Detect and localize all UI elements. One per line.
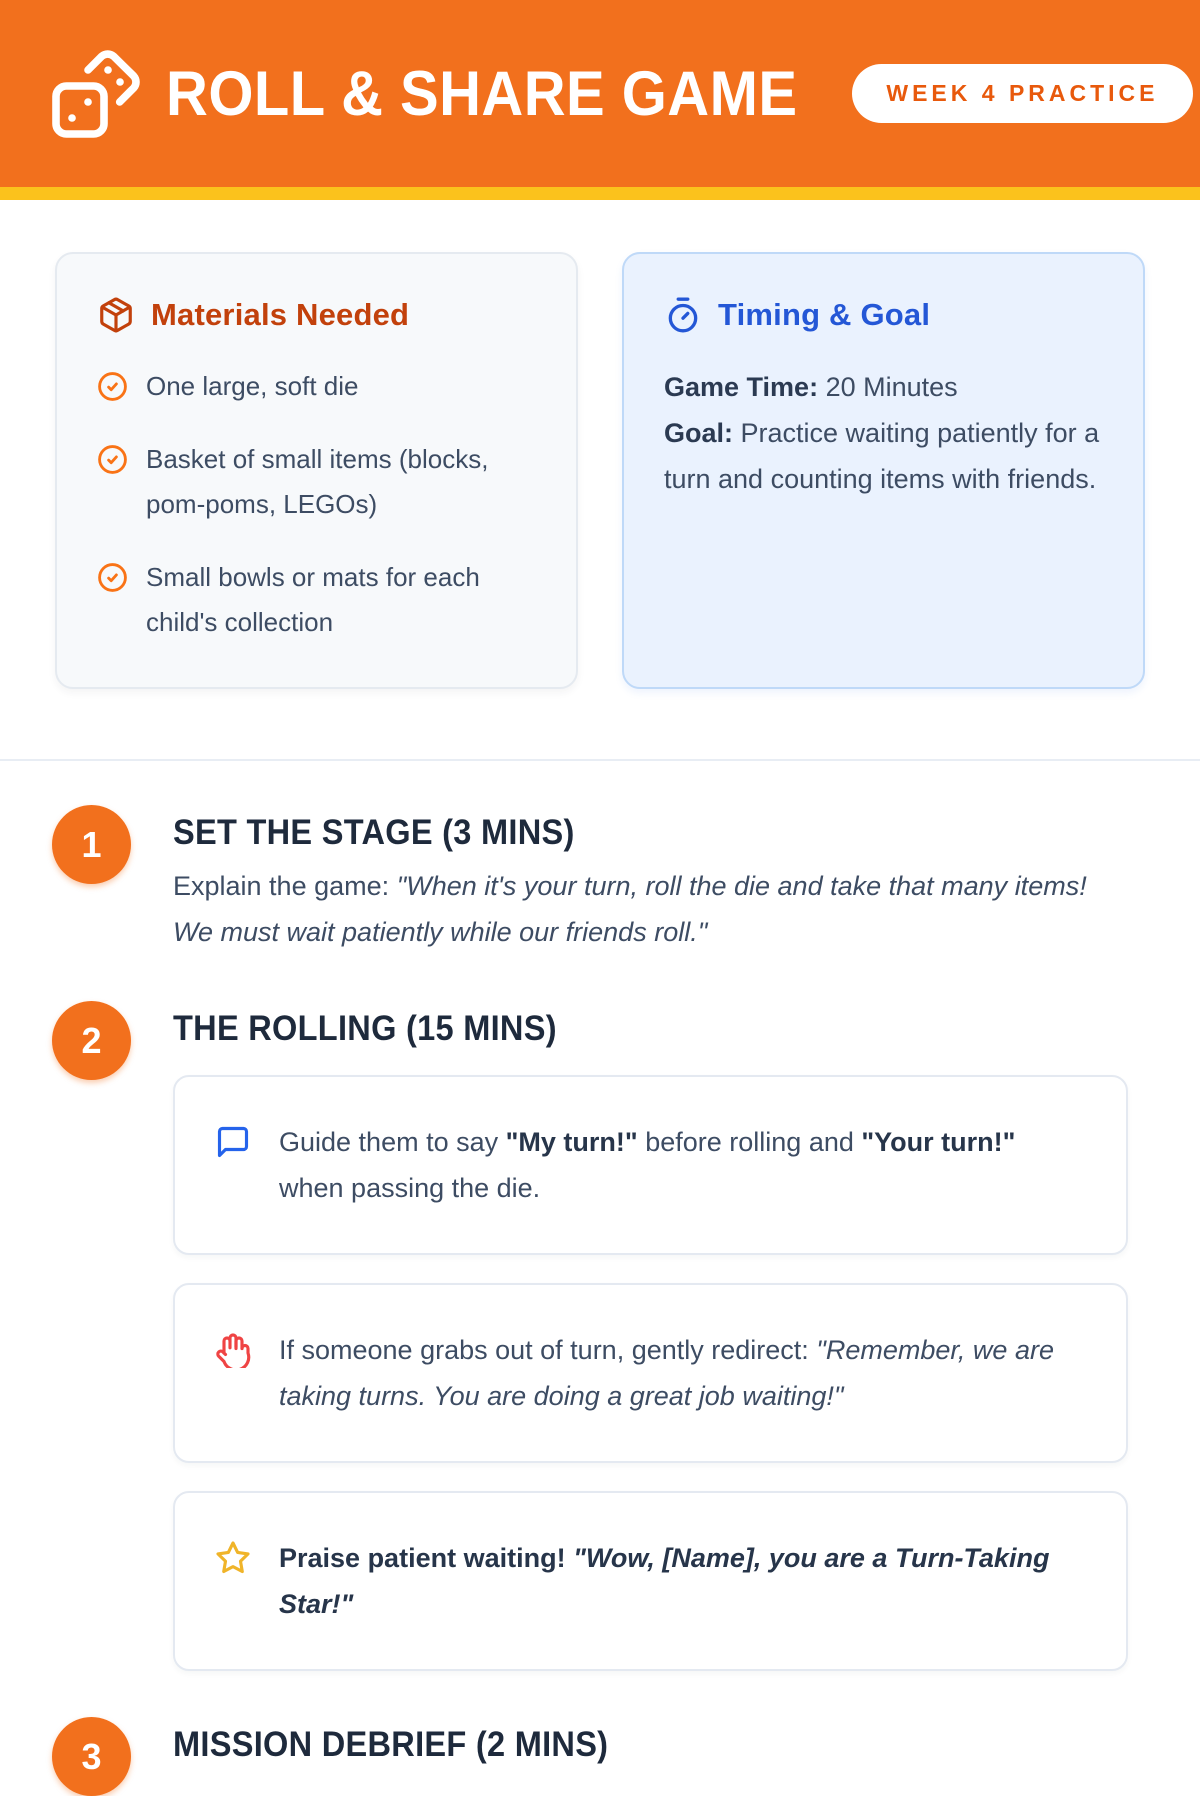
goal-label: Goal: bbox=[664, 418, 734, 448]
check-circle-icon bbox=[97, 562, 128, 593]
tip-card-redirect bbox=[173, 1283, 1128, 1463]
week-practice-badge: WEEK 4 PRACTICE bbox=[852, 64, 1192, 123]
step-2-number: 2 bbox=[52, 1001, 131, 1080]
step-3-title: MISSION DEBRIEF (2 MINS) bbox=[173, 1725, 609, 1764]
materials-item-text: One large, soft die bbox=[146, 371, 359, 401]
list-item bbox=[97, 437, 536, 527]
goal-value: Practice waiting patiently for a turn and counting items with friends. bbox=[664, 418, 1100, 494]
page-header bbox=[0, 0, 1200, 187]
game-time-value: 20 Minutes bbox=[818, 372, 958, 402]
check-circle-icon bbox=[97, 371, 128, 402]
list-item bbox=[97, 364, 536, 409]
game-time-label: Game Time: bbox=[664, 372, 819, 402]
tip-text bbox=[279, 1535, 1086, 1627]
materials-item-text: Basket of small items (blocks, pom-poms, LEGOs) bbox=[146, 444, 489, 519]
page-title: ROLL & SHARE GAME bbox=[166, 58, 798, 129]
tip-text-part: Guide them to say bbox=[279, 1127, 506, 1157]
timing-card-body bbox=[664, 364, 1103, 502]
materials-list bbox=[97, 364, 536, 645]
tip-text-part: before rolling and bbox=[637, 1127, 862, 1157]
tip-text-bold: Praise patient waiting! bbox=[279, 1543, 574, 1573]
step-1-body bbox=[173, 863, 1128, 955]
speech-bubble-icon bbox=[215, 1124, 251, 1160]
materials-card bbox=[55, 252, 578, 689]
raised-hand-icon bbox=[215, 1332, 251, 1368]
tip-text-bold: "Your turn!" bbox=[861, 1127, 1016, 1157]
step-1-number: 1 bbox=[52, 805, 131, 884]
list-item bbox=[97, 555, 536, 645]
stopwatch-icon bbox=[664, 296, 702, 334]
step-2 bbox=[52, 999, 1128, 1671]
tip-text-quote: "Wow, [Name], you are a Turn-Taking Star!" bbox=[279, 1543, 1050, 1619]
star-icon bbox=[215, 1540, 251, 1576]
dice-icon bbox=[48, 46, 144, 142]
materials-card-title: Materials Needed bbox=[151, 297, 410, 332]
steps-section bbox=[0, 761, 1200, 1796]
check-circle-icon bbox=[97, 444, 128, 475]
overview-cards bbox=[0, 200, 1200, 761]
step-1-body-quote: "When it's your turn, roll the die and take that many items! We must wait patiently while our friends roll." bbox=[173, 871, 1087, 947]
materials-item-text: Small bowls or mats for each child's collection bbox=[146, 562, 480, 637]
step-1 bbox=[52, 803, 1128, 955]
header-accent-stripe bbox=[0, 187, 1200, 200]
package-icon bbox=[97, 296, 135, 334]
tip-text-part: If someone grabs out of turn, gently redirect: bbox=[279, 1335, 817, 1365]
step-2-tip-cards bbox=[173, 1075, 1128, 1671]
tip-card-say-turns bbox=[173, 1075, 1128, 1255]
timing-goal-card bbox=[622, 252, 1145, 689]
tip-text-bold: "My turn!" bbox=[505, 1127, 638, 1157]
step-3 bbox=[52, 1715, 1128, 1796]
tip-text-part: when passing the die. bbox=[279, 1173, 541, 1203]
step-3-number: 3 bbox=[52, 1717, 131, 1796]
tip-text bbox=[279, 1327, 1086, 1419]
tip-card-praise bbox=[173, 1491, 1128, 1671]
step-1-title: SET THE STAGE (3 MINS) bbox=[173, 813, 575, 852]
timing-card-title: Timing & Goal bbox=[718, 297, 931, 332]
tip-text-quote: "Remember, we are taking turns. You are doing a great job waiting!" bbox=[279, 1335, 1054, 1411]
step-2-title: THE ROLLING (15 MINS) bbox=[173, 1009, 557, 1048]
tip-text bbox=[279, 1119, 1086, 1211]
step-1-body-prefix: Explain the game: bbox=[173, 871, 397, 901]
